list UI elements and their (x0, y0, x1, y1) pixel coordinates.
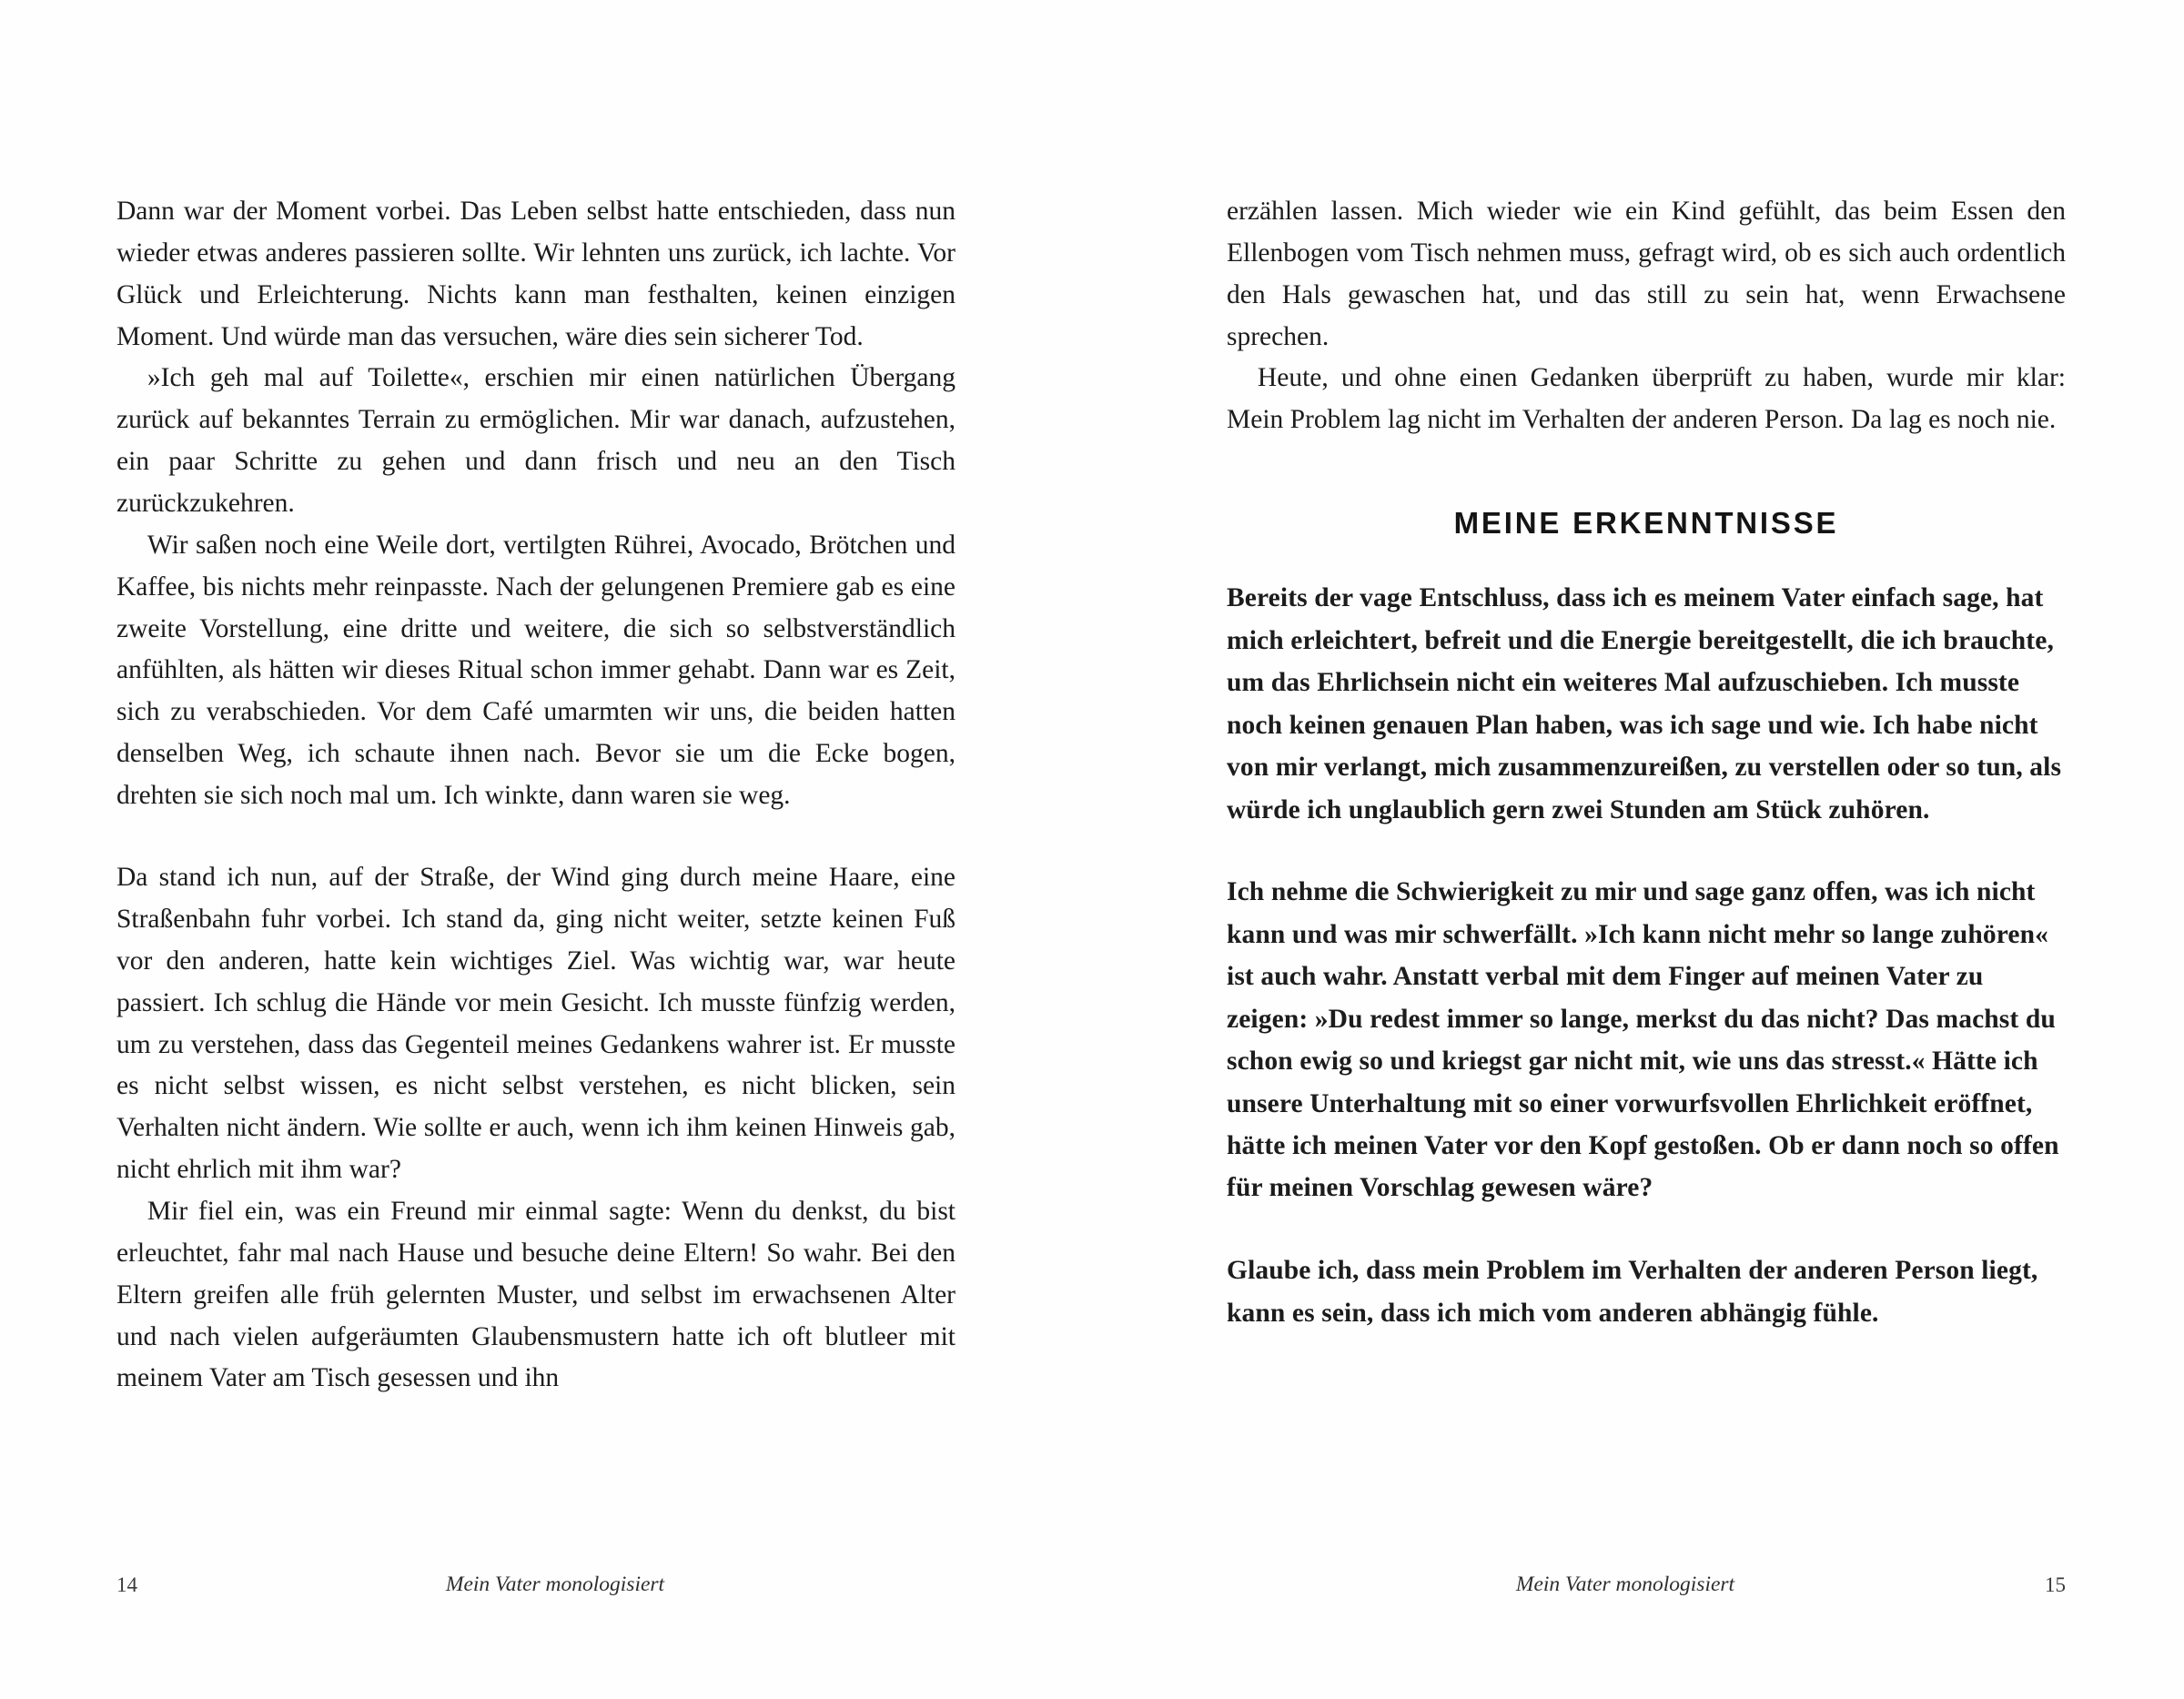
left-running-head: Mein Vater monologisiert (445, 1573, 665, 1596)
left-page-number: 14 (116, 1573, 137, 1596)
right-page-number: 15 (2045, 1573, 2066, 1596)
paragraph: Wir saßen noch eine Weile dort, vertilgten Rührei, Avocado, Brötchen und Kaffee, bis nichts mehr reinpasste. Nach der gelungenen Premiere gab es eine zweite Vorstellung, eine dritte und weitere, die sich so selbstverständlich anfühlten, als hätten wir dieses Ritual schon immer gehabt. Dann war es Zeit, sich zu verabschieden. Vor dem Café umarmten wir uns, die beiden hatten denselben Weg, ich schaute ihnen nach. Bevor sie um die Ecke bogen, drehten sie sich noch mal um. Ich winkte, dann waren sie weg. (116, 530, 956, 811)
paragraph: erzählen lassen. Mich wieder wie ein Kind gefühlt, das beim Essen den Ellenbogen vom Tisch nehmen muss, gefragt wird, ob es sich auch ordentlich den Hals gewaschen hat, und das still zu sein hat, wenn Erwachsene sprechen. (1227, 197, 2066, 351)
right-running-head: Mein Vater monologisiert (1515, 1573, 1735, 1596)
insight-paragraph: Glaube ich, dass mein Problem im Verhalten der anderen Person liegt, kann es sein, dass ich mich vom anderen abhängig fühle. (1227, 1256, 2038, 1328)
insight-paragraph: Ich nehme die Schwierigkeit zu mir und sage ganz offen, was ich nicht kann und was mir schwerfällt. »Ich kann nicht mehr so lange zuhören« ist auch wahr. Anstatt verbal mit dem Finger auf meinen Vater zu zeigen: »Du redest immer so lange, merkst du das nicht? Das machst du schon ewig so und kriegst gar nicht mit, wie uns das stresst.« Hätte ich unsere Unterhaltung mit so einer vorwurfsvollen Ehrlichkeit eröffnet, hätte ich meinen Vater vor den Kopf gestoßen. Ob er dann noch so offen für meinen Vorschlag gewesen wäre? (1227, 877, 2059, 1203)
right-page (1092, 0, 2184, 1699)
paragraph: Heute, und ohne einen Gedanken überprüft zu haben, wurde mir klar: Mein Problem lag nicht im Verhalten der anderen Person. Da lag es noch nie. (1227, 363, 2066, 435)
paragraph: Dann war der Moment vorbei. Das Leben selbst hatte entschieden, dass nun wieder etwas anderes passieren sollte. Wir lehnten uns zurück, ich lachte. Vor Glück und Erleichterung. Nichts kann man festhalten, keinen einzigen Moment. Und würde man das versuchen, wäre dies sein sicherer Tod. (116, 197, 956, 351)
section-heading: MEINE ERKENNTNISSE (1453, 506, 1839, 541)
paragraph: Mir fiel ein, was ein Freund mir einmal sagte: Wenn du denkst, du bist erleuchtet, fahr mal nach Hause und besuche deine Eltern! So wahr. Bei den Eltern greifen alle früh gelernten Muster, und selbst im erwachsenen Alter und nach vielen aufgeräumten Glaubensmustern hatte ich oft blutleer mit meinem Vater am Tisch gesessen und ihn (116, 1197, 956, 1393)
paragraph: »Ich geh mal auf Toilette«, erschien mir einen natürlichen Übergang zurück auf bekanntes Terrain zu ermöglichen. Mir war danach, aufzustehen, ein paar Schritte zu gehen und dann frisch und neu an den Tisch zurückzukehren. (116, 363, 956, 519)
paragraph: Da stand ich nun, auf der Straße, der Wind ging durch meine Haare, eine Straßenbahn fuhr vorbei. Ich stand da, ging nicht weiter, setzte keinen Fuß vor den anderen, hatte kein wichtiges Ziel. Was wichtig war, war heute passiert. Ich schlug die Hände vor mein Gesicht. Ich musste fünfzig werden, um zu verstehen, dass das Gegenteil meines Gedankens wahrer ist. Er musste es nicht selbst wissen, es nicht selbst verstehen, es nicht blicken, sein Verhalten nicht ändern. Wie sollte er auch, wenn ich ihm keinen Hinweis gab, nicht ehrlich mit ihm war? (116, 863, 956, 1185)
insight-paragraph: Bereits der vage Entschluss, dass ich es meinem Vater einfach sage, hat mich erleichtert, befreit und die Energie bereitgestellt, die ich brauchte, um das Ehrlichsein nicht ein weiteres Mal aufzuschieben. Ich musste noch keinen genauen Plan haben, was ich sage und wie. Ich habe nicht von mir verlangt, mich zusammenzureißen, zu verstellen oder so tun, als würde ich unglaublich gern zwei Stunden am Stück zuhören. (1227, 583, 2062, 824)
